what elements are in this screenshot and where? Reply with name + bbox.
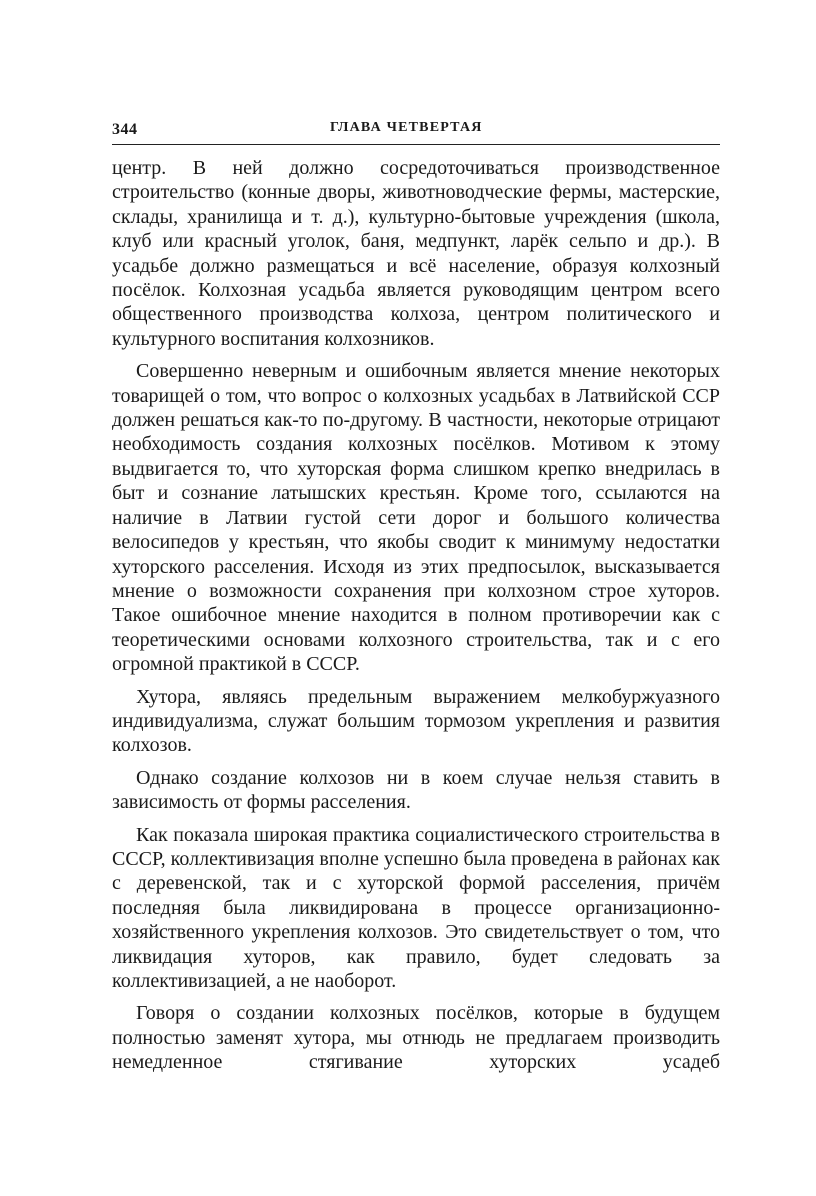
page-number: 344 bbox=[112, 121, 138, 138]
paragraph-5: Как показала широкая практика социалистического строительства в СССР, коллективизация вполне успешно была проведена в районах как с деревенской, так и с хуторской формой расселения, причём последняя была ликвидирована в процессе организационно-хозяйственного укрепления колхозов. Это свидетельствует о том, что ликвидация хуторов, как правило, будет следовать за коллективизацией, а не наоборот. bbox=[112, 823, 720, 992]
paragraph-2: Совершенно неверным и ошибочным является мнение некоторых товарищей о том, что вопрос о колхозных усадьбах в Латвийской ССР должен решаться как-то по-другому. В частности, некоторые отрицают необходимость создания колхозных посёлков. Мотивом к этому выдвигается то, что хуторская форма слишком крепко внедрилась в быт и сознание латышских крестьян. Кроме того, ссылаются на наличие в Латвии густой сети дорог и большого количества велосипедов у крестьян, что якобы сводит к минимуму недостатки хуторского расселения. Исходя из этих предпосылок, высказывается мнение о возможности сохранения при колхозном строе хуторов. Такое ошибочное мнение находится в полном противоречии как с теоретическими основами колхозного строительства, так и с его огромной практикой в СССР. bbox=[112, 360, 720, 676]
body-text bbox=[112, 156, 720, 1083]
paragraph-6: Говоря о создании колхозных посёлков, которые в будущем полностью заменят хутора, мы отнюдь не предлагаем производить немедленное стягивание хуторских усадеб bbox=[112, 1002, 720, 1074]
chapter-title: ГЛАВА ЧЕТВЕРТАЯ bbox=[330, 120, 483, 135]
paragraph-3: Хутора, являясь предельным выражением мелкобуржуазного индивидуализма, служат большим тормозом укрепления и развития колхозов. bbox=[112, 685, 720, 757]
paragraph-4: Однако создание колхозов ни в коем случае нельзя ставить в зависимость от формы расселения. bbox=[112, 766, 720, 814]
paragraph-1: центр. В ней должно сосредоточиваться производственное строительство (конные дворы, животноводческие фермы, мастерские, склады, хранилища и т. д.), культурно-бытовые учреждения (школа, клуб или красный уголок, баня, медпункт, ларёк сельпо и др.). В усадьбе должно размещаться и всё население, образуя колхозный посёлок. Колхозная усадьба является руководящим центром всего общественного производства колхоза, центром политического и культурного воспитания колхозников. bbox=[112, 157, 720, 350]
running-header bbox=[112, 118, 720, 145]
